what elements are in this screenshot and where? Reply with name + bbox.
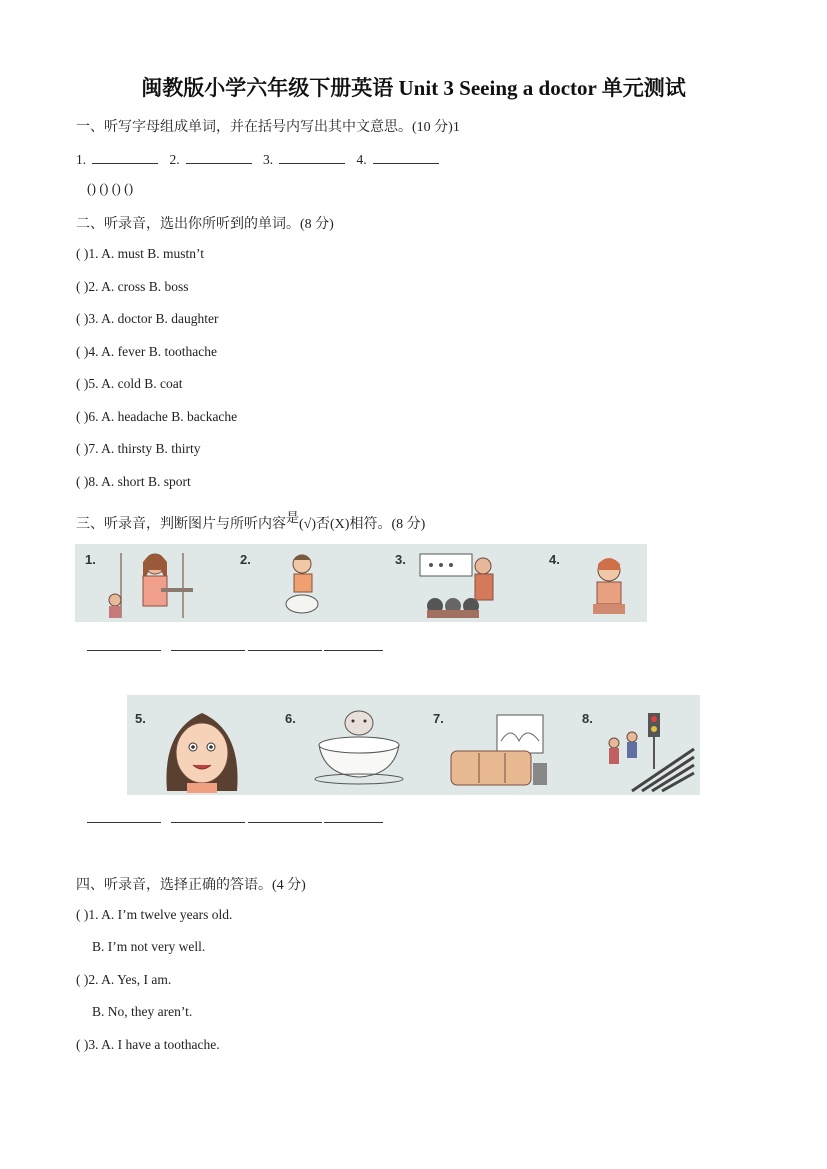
list-item: ( )1. A. I’m twelve years old. [76, 907, 233, 922]
answer-blank-3[interactable] [279, 149, 345, 164]
list-item: ( )3. A. I have a toothache. [76, 1037, 220, 1052]
answer-line-8[interactable] [324, 822, 383, 823]
list-item: ( )2. A. Yes, I am. [76, 972, 172, 987]
section-4-heading: 四、听录音，选择正确的答语。(4 分) [76, 878, 306, 893]
section-3-heading: 三、听录音，判断图片与所听内容是(√)否(X)相符。(8 分) [76, 510, 426, 532]
list-item: ( )6. A. headache B. backache [76, 409, 238, 424]
list-item: B. I’m not very well. [92, 939, 206, 954]
page-title: 闽教版小学六年级下册英语 Unit 3 Seeing a doctor 单元测试 [141, 76, 686, 100]
picture-label-6: 6. [285, 711, 296, 726]
girl-face-illustration [157, 701, 247, 793]
picture-label-8: 8. [582, 711, 593, 726]
section-1-heading: 一、听写字母组成单词，并在括号内写出其中文意思。(10 分)1 [76, 120, 460, 135]
sofa-window-illustration [449, 711, 559, 791]
picture-label-1: 1. [85, 552, 96, 567]
doctor-with-child-illustration [103, 548, 203, 620]
blank-label-2: 2. [169, 152, 180, 167]
list-item: ( )3. A. doctor B. daughter [76, 311, 219, 326]
section-2-heading: 二、听录音，选出你所听到的单词。(8 分) [76, 217, 334, 232]
answer-line-4[interactable] [324, 650, 383, 651]
picture-label-7: 7. [433, 711, 444, 726]
list-item: ( )7. A. thirsty B. thirty [76, 441, 201, 456]
answer-line-2[interactable] [171, 650, 245, 651]
answer-blank-2[interactable] [186, 149, 252, 164]
list-item: ( )8. A. short B. sport [76, 474, 191, 489]
section-1-blanks [76, 149, 447, 168]
picture-strip-2 [127, 695, 700, 795]
answer-line-7[interactable] [248, 822, 322, 823]
answer-line-3[interactable] [248, 650, 322, 651]
meaning-parentheses: () () () () [87, 181, 134, 196]
hamster-in-cup-illustration [309, 705, 409, 785]
blank-label-1: 1. [76, 152, 87, 167]
picture-label-2: 2. [240, 552, 251, 567]
answer-line-1[interactable] [87, 650, 161, 651]
sick-girl-illustration [585, 548, 635, 620]
picture-label-5: 5. [135, 711, 146, 726]
boy-sitting-illustration [280, 548, 330, 620]
list-item: ( )4. A. fever B. toothache [76, 344, 217, 359]
answer-line-5[interactable] [87, 822, 161, 823]
list-item: ( )5. A. cold B. coat [76, 376, 183, 391]
list-item: ( )1. A. must B. mustn’t [76, 246, 205, 261]
answer-blank-1[interactable] [92, 149, 158, 164]
picture-label-3: 3. [395, 552, 406, 567]
blank-label-3: 3. [263, 152, 274, 167]
crosswalk-illustration [602, 709, 697, 793]
picture-strip-1 [75, 544, 647, 622]
answer-blank-4[interactable] [373, 149, 439, 164]
classroom-teacher-illustration [415, 548, 505, 620]
list-item: B. No, they aren’t. [92, 1004, 193, 1019]
picture-label-4: 4. [549, 552, 560, 567]
list-item: ( )2. A. cross B. boss [76, 279, 189, 294]
blank-label-4: 4. [356, 152, 367, 167]
answer-line-6[interactable] [171, 822, 245, 823]
